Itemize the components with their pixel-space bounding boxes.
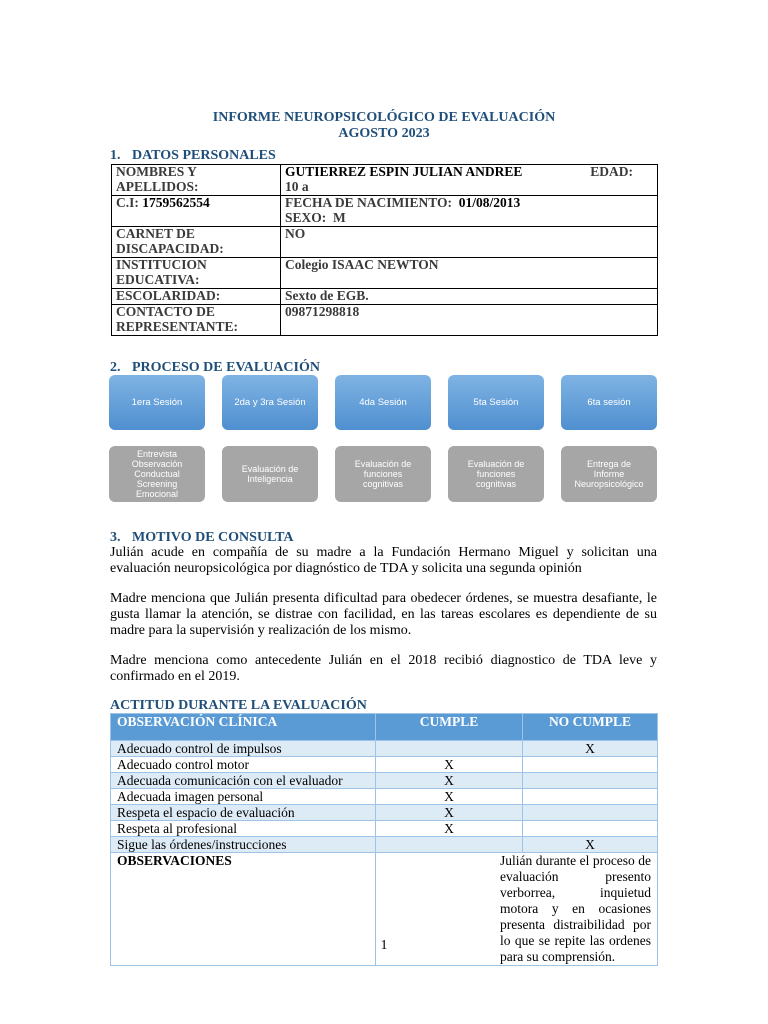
row-label: Respeta al profesional	[111, 821, 376, 837]
sexo-label: SEXO:	[285, 209, 327, 225]
activity-box	[335, 446, 431, 502]
nombres-label: NOMBRES Y APELLIDOS:	[112, 165, 281, 196]
clinical-observation-table	[110, 713, 658, 966]
no-cumple-cell	[523, 789, 658, 805]
sexo-value: M	[333, 209, 346, 225]
section-proceso-evaluacion	[110, 360, 320, 376]
column-header: NO CUMPLE	[523, 714, 658, 741]
activity-line: Evaluación de	[467, 459, 525, 469]
activity-line: Inteligencia	[247, 474, 293, 484]
activity-line: cognitivas	[475, 479, 516, 489]
activity-box	[222, 446, 318, 502]
institucion-label: INSTITUCION EDUCATIVA:	[112, 258, 281, 289]
cumple-cell: X	[376, 773, 523, 789]
motivo-paragraph: Madre menciona que Julián presenta dificultad para obedecer órdenes, se muestra desafiante, le gusta llamar la atención, se distrae con facilidad, en las tareas escolares es dependiente de su madre para la supervisión y realización de los mismo.	[110, 591, 657, 638]
no-cumple-cell: X	[523, 741, 658, 757]
no-cumple-cell	[523, 821, 658, 837]
section-label: PROCESO DE EVALUACIÓN	[132, 360, 320, 375]
report-subtitle: AGOSTO 2023	[338, 126, 430, 141]
section-number: 1.	[110, 148, 121, 163]
cumple-cell: X	[376, 805, 523, 821]
table-row	[111, 757, 658, 773]
section-label: DATOS PERSONALES	[132, 148, 276, 163]
row-label: Adecuada imagen personal	[111, 789, 376, 805]
column-header: OBSERVACIÓN CLÍNICA	[111, 714, 376, 741]
edad-label: EDAD:	[590, 164, 633, 179]
activity-line: Screening	[136, 479, 178, 489]
row-label: Adecuada comunicación con el evaluador	[111, 773, 376, 789]
activity-box	[448, 446, 544, 502]
row-label: Adecuado control motor	[111, 757, 376, 773]
no-cumple-cell	[523, 805, 658, 821]
page-number: 1	[380, 938, 388, 953]
nombres-cell	[281, 165, 658, 196]
observations-label: OBSERVACIONES	[111, 853, 376, 966]
row-label: Sigue las órdenes/instrucciones	[111, 837, 376, 853]
section-motivo-consulta	[110, 530, 294, 546]
escolaridad-value: Sexto de EGB.	[281, 289, 658, 305]
activity-line: Neuropsicológico	[574, 479, 644, 489]
observations-value: Julián durante el proceso de evaluación presento verborrea, inquietud motora y en ocasiones presenta distraibilidad por lo que se repite las ordenes para su comprensión.	[376, 853, 658, 966]
report-title: INFORME NEUROPSICOLÓGICO DE EVALUACIÓN	[212, 110, 556, 125]
activity-line: Evaluación de	[241, 464, 299, 474]
cumple-cell: X	[376, 821, 523, 837]
nacimiento-cell	[281, 196, 658, 227]
section-label: MOTIVO DE CONSULTA	[132, 530, 294, 545]
session-box: 2da y 3ra Sesión	[222, 375, 318, 430]
personal-data-table	[111, 164, 658, 336]
motivo-paragraph: Madre menciona como antecedente Julián en el 2018 recibió diagnostico de TDA leve y confirmado en el 2019.	[110, 653, 657, 684]
row-label: Adecuado control de impulsos	[111, 741, 376, 757]
table-row	[111, 789, 658, 805]
no-cumple-cell	[523, 773, 658, 789]
ci-value: 1759562554	[142, 195, 210, 210]
activity-line: Observación	[131, 459, 183, 469]
row-label: Respeta el espacio de evaluación	[111, 805, 376, 821]
carnet-label: CARNET DE DISCAPACIDAD:	[112, 227, 281, 258]
edad-value: 10 a	[285, 178, 309, 194]
activity-box	[561, 446, 657, 502]
nombres-value: GUTIERREZ ESPIN JULIAN ANDREE	[285, 164, 523, 179]
motivo-paragraph: Julián acude en compañía de su madre a la Fundación Hermano Miguel y solicitan una evaluación neuropsicológica por diagnóstico de TDA y solicita una segunda opinión	[110, 545, 657, 576]
cumple-cell: X	[376, 789, 523, 805]
session-box: 4da Sesión	[335, 375, 431, 430]
no-cumple-cell: X	[523, 837, 658, 853]
contacto-label: CONTACTO DE REPRESENTANTE:	[112, 305, 281, 336]
activity-line: Entrega de	[586, 459, 632, 469]
activity-line: funciones	[476, 469, 516, 479]
session-box: 1era Sesión	[109, 375, 205, 430]
table-row	[111, 773, 658, 789]
activity-line: Evaluación de	[354, 459, 412, 469]
activity-line: Emocional	[135, 489, 179, 499]
escolaridad-label: ESCOLARIDAD:	[112, 289, 281, 305]
section-datos-personales	[110, 148, 276, 164]
contacto-value: 09871298818	[281, 305, 658, 336]
fecha-label: FECHA DE NACIMIENTO:	[285, 195, 453, 210]
table-row	[111, 741, 658, 757]
session-box: 5ta Sesión	[448, 375, 544, 430]
cumple-cell: X	[376, 757, 523, 773]
activity-line: Conductual	[134, 469, 180, 479]
carnet-value: NO	[281, 227, 658, 258]
activity-line: Entrevista	[136, 449, 178, 459]
column-header: CUMPLE	[376, 714, 523, 741]
section-label: ACTITUD DURANTE LA EVALUACIÓN	[110, 698, 367, 713]
table-row	[111, 837, 658, 853]
activity-box	[109, 446, 205, 502]
activity-line: funciones	[363, 469, 403, 479]
fecha-value: 01/08/2013	[458, 195, 521, 210]
ci-cell	[112, 196, 281, 227]
activity-line: Informe	[593, 469, 625, 479]
cumple-cell	[376, 837, 523, 853]
institucion-value: Colegio ISAAC NEWTON	[281, 258, 658, 289]
section-number: 2.	[110, 360, 121, 375]
no-cumple-cell	[523, 757, 658, 773]
section-number: 3.	[110, 530, 121, 545]
activity-line: cognitivas	[362, 479, 403, 489]
table-row	[111, 821, 658, 837]
session-box: 6ta sesión	[561, 375, 657, 430]
table-row	[111, 805, 658, 821]
cumple-cell	[376, 741, 523, 757]
section-actitud	[110, 698, 367, 714]
ci-label: C.I:	[116, 195, 139, 210]
